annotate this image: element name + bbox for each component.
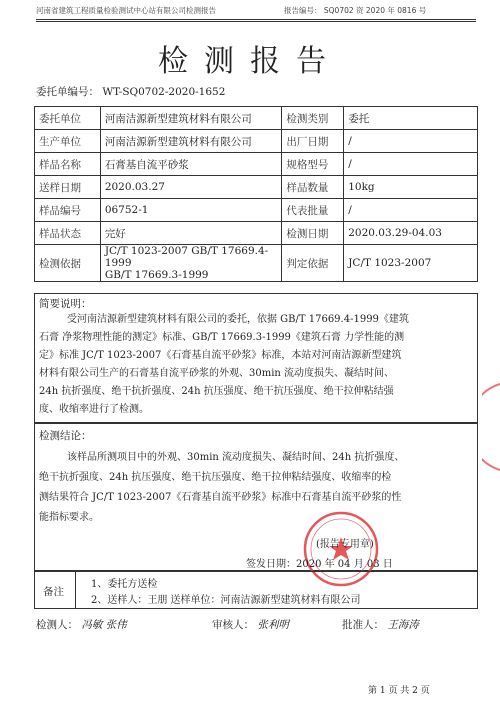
cell-value: 2020.03.29-04.03 bbox=[344, 222, 478, 245]
conclusion-line: 能指标要求。 bbox=[39, 512, 99, 523]
tester-signature: 冯敏 张伟 bbox=[81, 619, 127, 631]
cell-label: 规格型号 bbox=[282, 153, 344, 176]
basis-value bbox=[100, 245, 282, 282]
brief-line: 石膏 净浆物理性能的测定》标准、GB/T 17669.3-1999《建筑石膏 力学性能的测 bbox=[39, 332, 405, 343]
cell-label: 代表批量 bbox=[282, 199, 344, 222]
cell-value: 2020.03.27 bbox=[100, 176, 282, 199]
cell-value: 06752-1 bbox=[100, 199, 282, 222]
cell-value: / bbox=[344, 130, 478, 153]
reviewer-label: 审核人： bbox=[212, 619, 254, 631]
approver-signature-row bbox=[342, 617, 419, 632]
cell-label: 样品编号 bbox=[35, 199, 101, 222]
remark-item: 2、送样人：王朋 送样单位：河南洁源新型建筑材料有限公司 bbox=[91, 595, 361, 606]
cell-value: 委托 bbox=[344, 107, 478, 130]
cell-label: 样品数量 bbox=[282, 176, 344, 199]
cell-label: 检测依据 bbox=[35, 245, 101, 282]
brief-title: 简要说明： bbox=[39, 298, 92, 310]
brief-line: 度、收缩率进行了检测。 bbox=[39, 404, 149, 415]
basis-line: JC/T 1023-2007 GB/T 17669.4-1999 bbox=[104, 245, 269, 269]
brief-text bbox=[39, 311, 473, 419]
cell-label: 送样日期 bbox=[35, 176, 101, 199]
basis-line: GB/T 17669.3-1999 bbox=[104, 269, 209, 281]
page-title: 检测报告 bbox=[158, 44, 342, 79]
remark-item: 1、委托方送检 bbox=[91, 579, 158, 590]
brief-section bbox=[34, 293, 478, 423]
table-row bbox=[35, 222, 478, 245]
info-table bbox=[34, 106, 478, 282]
sign-date: 签发日期：2020 年 04 月 03 日 bbox=[246, 559, 393, 570]
approver-label: 批准人： bbox=[342, 619, 384, 631]
cell-label: 检测日期 bbox=[282, 222, 344, 245]
approver-signature: 王海涛 bbox=[387, 619, 419, 631]
table-row bbox=[35, 153, 478, 176]
commission-number: 委托单编号： WT-SQ0702-2020-1652 bbox=[36, 86, 226, 98]
conclusion-text bbox=[39, 448, 473, 528]
reviewer-signature-row bbox=[212, 617, 289, 632]
cell-value: / bbox=[344, 199, 478, 222]
report-header bbox=[36, 5, 427, 16]
table-row bbox=[35, 130, 478, 153]
cell-value: 完好 bbox=[100, 222, 282, 245]
cell-label: 判定依据 bbox=[282, 245, 344, 282]
reviewer-signature: 张利明 bbox=[257, 619, 289, 631]
page-footer: 第 1 页 共 2 页 bbox=[368, 686, 430, 696]
partial-seal-icon bbox=[482, 382, 500, 472]
brief-line: 材料有限公司生产的石膏基自流平砂浆的外观、30min 流动度损失、凝结时间、 bbox=[39, 368, 395, 379]
table-row bbox=[35, 176, 478, 199]
cell-label: 样品状态 bbox=[35, 222, 101, 245]
table-row bbox=[35, 199, 478, 222]
stamp-label: (报告专用章) bbox=[316, 539, 374, 550]
conclusion-line: 绝干抗折强度、24h 抗压强度、绝干抗压强度、绝干拉伸粘结强度、收缩率的检 bbox=[39, 472, 392, 483]
conclusion-title: 检测结论： bbox=[39, 430, 92, 442]
cell-label: 委托单位 bbox=[35, 107, 101, 130]
conclusion-section bbox=[34, 423, 478, 571]
cell-value: 河南洁源新型建筑材料有限公司 bbox=[100, 130, 282, 153]
cell-value: 河南洁源新型建筑材料有限公司 bbox=[100, 107, 282, 130]
cell-label: 生产单位 bbox=[35, 130, 101, 153]
cell-label: 出厂日期 bbox=[282, 130, 344, 153]
cell-value: 10kg bbox=[344, 176, 478, 199]
header-report-no: 报告编号： SQ0702 资 2020 年 0816 号 bbox=[284, 6, 427, 15]
remarks-divider bbox=[75, 572, 76, 608]
header-rule bbox=[36, 19, 476, 20]
remarks-section bbox=[34, 571, 478, 609]
table-row bbox=[35, 245, 478, 282]
cell-label: 样品名称 bbox=[35, 153, 101, 176]
brief-line: 24h 抗折强度、绝干抗折强度、24h 抗压强度、绝干抗压强度、绝干拉伸粘结强 bbox=[39, 386, 394, 397]
brief-line: 受河南洁源新型建筑材料有限公司的委托，依据 GB/T 17669.4-1999《建筑 bbox=[67, 314, 409, 325]
header-rule-2 bbox=[36, 21, 476, 22]
tester-signature-row bbox=[36, 617, 127, 632]
remarks-label: 备注 bbox=[43, 586, 64, 598]
tester-label: 检测人： bbox=[36, 619, 78, 631]
cell-value: / bbox=[344, 153, 478, 176]
conclusion-line: 该样品所测项目中的外观、30min 流动度损失、凝结时间、24h 抗折强度、 bbox=[67, 452, 405, 463]
table-row bbox=[35, 107, 478, 130]
cell-label: 检测类别 bbox=[282, 107, 344, 130]
brief-line: 定》标准 JC/T 1023-2007《石膏基自流平砂浆》标准，本站对河南洁源新型建筑 bbox=[39, 350, 402, 361]
cell-value: JC/T 1023-2007 bbox=[344, 245, 478, 282]
header-org: 河南省建筑工程质量检验测试中心站有限公司检测报告 bbox=[36, 6, 216, 15]
cell-value: 石膏基自流平砂浆 bbox=[100, 153, 282, 176]
conclusion-line: 测结果符合 JC/T 1023-2007《石膏基自流平砂浆》标准中石膏基自流平砂浆的性 bbox=[39, 492, 402, 503]
